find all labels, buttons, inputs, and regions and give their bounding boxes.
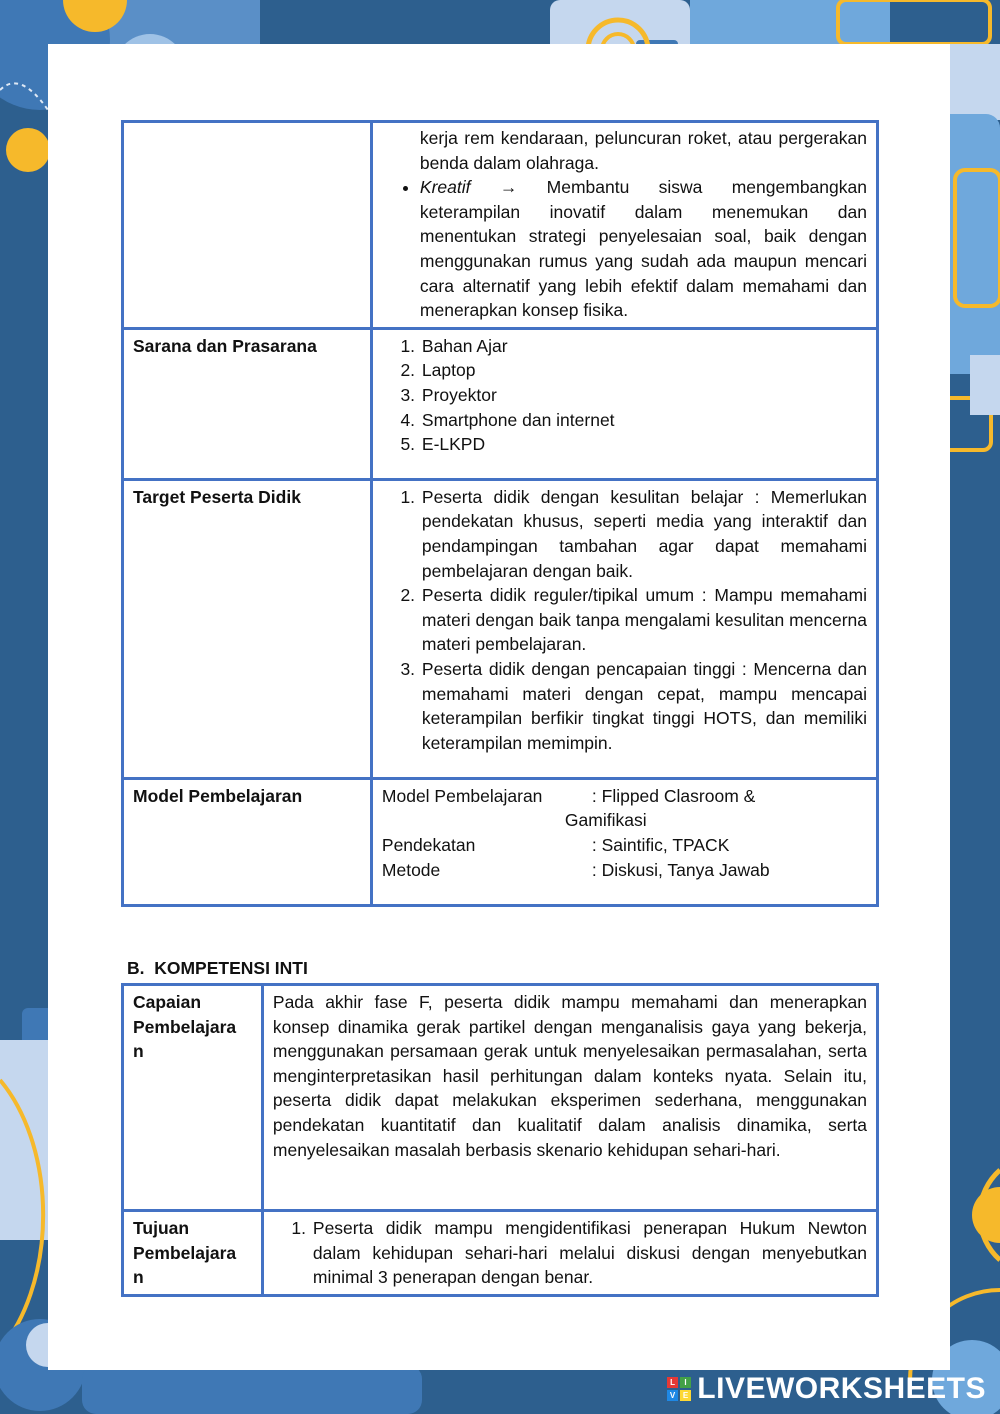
table-row xyxy=(123,1211,878,1296)
kreatif-cell xyxy=(371,122,877,329)
tujuan-label xyxy=(123,1211,263,1296)
list-item: 3. Peserta didik dengan pencapaian tinggi : Mencerna dan memahami materi dengan cepat, mampu mencapai keterampilan berfikir tingkat tinggi HOTS, dan memiliki keterampilan memimpin. xyxy=(420,657,867,755)
metode-key: Metode xyxy=(381,859,441,880)
tujuan-list xyxy=(273,1216,867,1290)
capaian-label xyxy=(123,985,263,1211)
model-cell xyxy=(371,778,877,905)
list-item: 1. Bahan Ajar xyxy=(420,334,867,359)
target-list xyxy=(382,485,867,756)
logo-letter: E xyxy=(680,1390,691,1401)
liveworksheets-watermark xyxy=(667,1372,986,1406)
metode-row xyxy=(382,858,867,883)
model-label: Model Pembelajaran xyxy=(123,778,372,905)
section-number: B. xyxy=(127,958,145,978)
table-row xyxy=(123,985,878,1211)
kreatif-text: Membantu siswa mengembangkan keterampilan inovatif dalam menemukan dan menentukan strategi penyelesaian soal, baik dengan menggunakan rumus yang sudah ada maupun mencari cara alternatif yang lebih efektif dalam memahami dan menerapkan konsep fisika. xyxy=(419,177,867,321)
sarana-label: Sarana dan Prasarana xyxy=(123,328,372,479)
model-value-cont: Gamifikasi xyxy=(564,810,647,831)
model-row-cont xyxy=(382,808,867,833)
pendekatan-key: Pendekatan xyxy=(381,834,476,855)
lesson-info-table xyxy=(121,120,879,907)
model-key: Model Pembelajaran xyxy=(381,785,543,806)
target-label: Target Peserta Didik xyxy=(123,479,372,778)
label-line: Capaian xyxy=(133,992,202,1012)
metode-value: : Diskusi, Tanya Jawab xyxy=(591,859,770,880)
table-row xyxy=(123,328,878,479)
model-row xyxy=(382,784,867,809)
arrow-glyph: → xyxy=(499,177,518,198)
list-item: 3. Proyektor xyxy=(420,383,867,408)
kreatif-term: Kreatif xyxy=(419,177,471,198)
label-line: n xyxy=(133,1041,144,1062)
logo-letter: L xyxy=(667,1377,678,1388)
empty-label-cell xyxy=(123,122,372,329)
table-row xyxy=(123,122,878,329)
watermark-text: LIVEWORKSHEETS xyxy=(697,1372,986,1405)
target-cell xyxy=(371,479,877,778)
kompetensi-table xyxy=(121,983,879,1297)
logo-letter: I xyxy=(680,1377,691,1388)
list-item: 2. Laptop xyxy=(420,358,867,383)
label-line: Pembelajara xyxy=(133,1242,237,1263)
list-item: 1. Peserta didik dengan kesulitan belajar : Memerlukan pendekatan khusus, seperti media yang interaktif dan pendampingan tambahan agar dapat memahami pembelajaran dengan baik. xyxy=(420,485,867,583)
label-line: Tujuan xyxy=(133,1218,190,1238)
bullet-list xyxy=(382,175,867,323)
label-line: n xyxy=(133,1267,144,1288)
list-item: 5. E-LKPD xyxy=(420,432,867,457)
tujuan-cell xyxy=(262,1211,877,1296)
liveworksheets-logo-icon xyxy=(667,1377,691,1401)
section-title-text: KOMPETENSI INTI xyxy=(154,958,308,978)
table-row xyxy=(123,778,878,905)
sarana-cell xyxy=(371,328,877,479)
list-item: 2. Peserta didik reguler/tipikal umum : Mampu memahami materi dengan baik tanpa mengalami kesulitan mencerna materi pembelajaran. xyxy=(420,583,867,657)
list-item: 1. Peserta didik mampu mengidentifikasi penerapan Hukum Newton dalam kehidupan sehari-hari melalui diskusi dengan menyebutkan minimal 3 penerapan dengan benar. xyxy=(311,1216,867,1290)
list-item: 4. Smartphone dan internet xyxy=(420,408,867,433)
section-heading xyxy=(127,958,308,979)
model-value: : Flipped Clasroom & xyxy=(591,785,756,806)
capaian-text: Pada akhir fase F, peserta didik mampu memahami dan menerapkan konsep dinamika gerak partikel dengan menganalisis gaya yang bekerja, menggunakan persamaan gerak untuk menyelesaikan permasalahan, serta menginterpretasikan hasil perhitungan dalam konteks nyata. Selain itu, peserta didik dapat melakukan eksperimen sederhana, menggunakan pendekatan kuantitatif dan kualitatif dalam analisis dinamika, serta menyelesaikan masalah berbasis skenario kehidupan sehari-hari. xyxy=(262,985,877,1211)
pendekatan-value: : Saintific, TPACK xyxy=(591,834,730,855)
table-row xyxy=(123,479,878,778)
sarana-list xyxy=(382,334,867,457)
logo-letter: V xyxy=(667,1390,678,1401)
continued-text: kerja rem kendaraan, peluncuran roket, atau pergerakan benda dalam olahraga. xyxy=(419,128,867,173)
pendekatan-row xyxy=(382,833,867,858)
label-line: Pembelajara xyxy=(133,1016,237,1037)
list-item xyxy=(420,175,867,323)
spacer xyxy=(382,808,565,833)
